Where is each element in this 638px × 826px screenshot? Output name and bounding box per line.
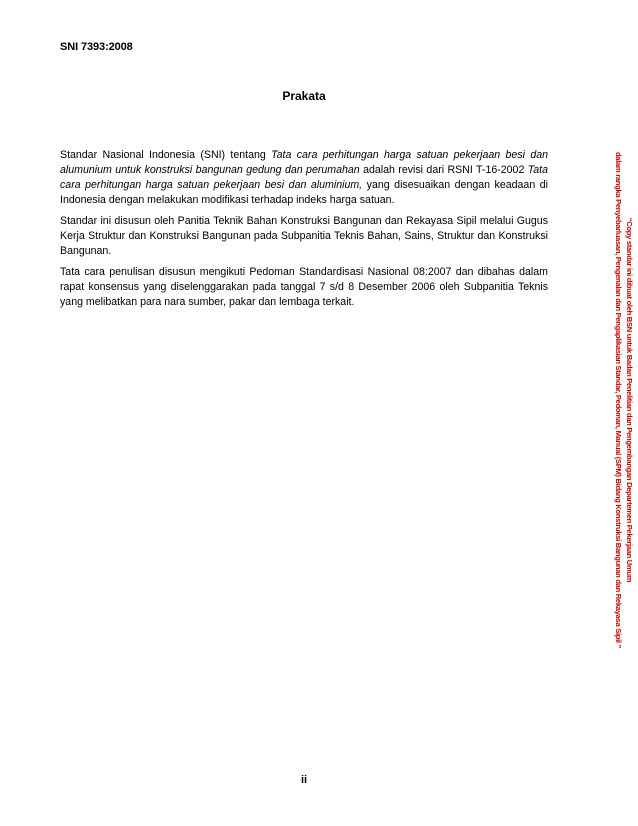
side-note-line-2: dalam rangka Penyebarluasan, Pengenalan dan Pengaplikasian Standar, Pedoman, Manual (SPM) Bidang Konstruksi Bangunan dan Rekayasa Sipil ” (614, 151, 623, 649)
section-title: Prakata (282, 89, 326, 103)
paragraph-2: Standar ini disusun oleh Panitia Teknik Bahan Konstruksi Bangunan dan Rekayasa Sipil melalui Gugus Kerja Struktur dan Konstruksi Bangunan pada Subpanitia Teknis Bahan, Sains, Struktur dan Konstruksi Bangunan. (60, 215, 548, 257)
paragraph-1-italic-2: Tata cara perhitungan harga satuan pekerjaan besi dan aluminium, (60, 164, 548, 191)
copyright-side-note (599, 120, 635, 680)
paragraph-1-text-a: Standar Nasional Indonesia (SNI) tentang (60, 149, 272, 161)
paragraph-3: Tata cara penulisan disusun mengikuti Pedoman Standardisasi Nasional 08:2007 dan dibahas dalam rapat konsensus yang diselenggarakan pada tanggal 7 s/d 8 Desember 2006 oleh Subpanitia Teknis yang melibatkan para nara sumber, pakar dan lembaga terkait. (60, 266, 548, 308)
document-code: SNI 7393:2008 (60, 41, 133, 53)
paragraph-1-text-e: yang disesuaikan dengan keadaan di Indonesia dengan melakukan modifikasi terhadap indeks harga satuan. (60, 179, 548, 206)
page-number: ii (300, 774, 308, 786)
paragraph-1-text-c: adalah revisi dari RSNI T-16-2002 (359, 164, 528, 176)
paragraph-1-title-italic: Tata cara perhitungan harga satuan pekerjaan besi dan alumunium untuk konstruksi bangunan gedung dan perumahan (60, 149, 549, 176)
paragraph-1 (60, 148, 548, 208)
side-note-line-1: “Copy standar ini dibuat oleh BSN untuk Badan Penelitian dan Pengembangan Departemen Pekerjaan Umum (625, 217, 634, 583)
